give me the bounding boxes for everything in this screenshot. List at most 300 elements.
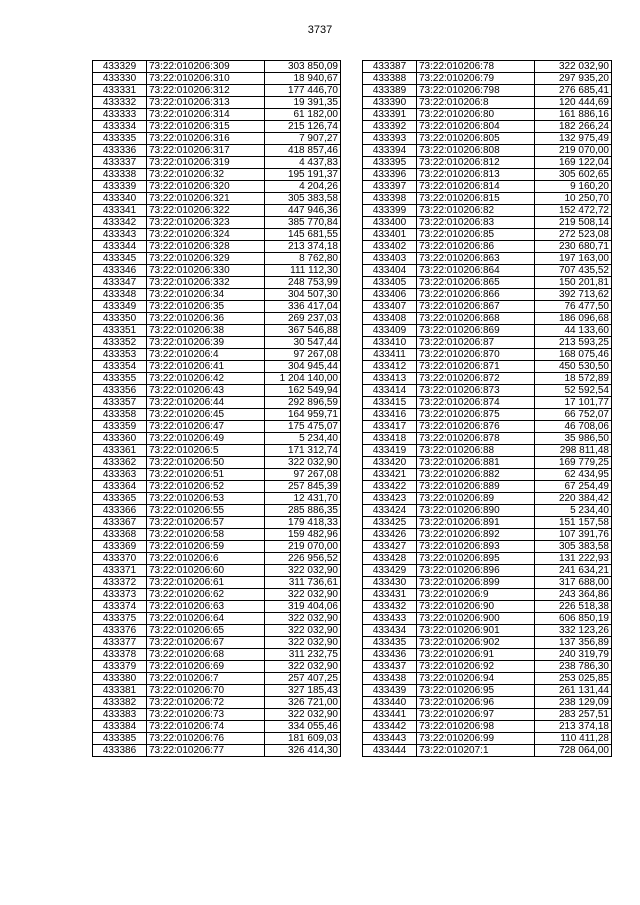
row-id-cell: 433333 [93,109,147,121]
cadastral-number-cell: 73:22:010206:87 [417,337,535,349]
table-row [363,445,612,457]
row-id-cell: 433344 [93,241,147,253]
registry-table-right [362,60,612,757]
value-cell: 304 507,30 [265,289,341,301]
row-id-cell: 433343 [93,229,147,241]
row-id-cell: 433430 [363,577,417,589]
row-id-cell: 433394 [363,145,417,157]
cadastral-number-cell: 73:22:010206:51 [147,469,265,481]
row-id-cell: 433375 [93,613,147,625]
value-cell: 12 431,70 [265,493,341,505]
table-row [363,289,612,301]
table-row [363,649,612,661]
value-cell: 322 032,90 [535,61,612,73]
value-cell: 213 374,18 [265,241,341,253]
cadastral-number-cell: 73:22:010206:47 [147,421,265,433]
table-row [93,61,341,73]
cadastral-number-cell: 73:22:010206:332 [147,277,265,289]
value-cell: 226 956,52 [265,553,341,565]
value-cell: 450 530,50 [535,361,612,373]
table-row [93,469,341,481]
value-cell: 159 482,96 [265,529,341,541]
row-id-cell: 433444 [363,745,417,757]
row-id-cell: 433438 [363,673,417,685]
table-row [363,553,612,565]
value-cell: 322 032,90 [265,589,341,601]
cadastral-number-cell: 73:22:010206:64 [147,613,265,625]
table-row [93,721,341,733]
table-row [363,685,612,697]
value-cell: 219 508,14 [535,217,612,229]
value-cell: 418 857,46 [265,145,341,157]
row-id-cell: 433332 [93,97,147,109]
value-cell: 169 122,04 [535,157,612,169]
value-cell: 285 886,35 [265,505,341,517]
value-cell: 322 032,90 [265,613,341,625]
value-cell: 10 250,70 [535,193,612,205]
cadastral-number-cell: 73:22:010206:80 [417,109,535,121]
cadastral-number-cell: 73:22:010206:322 [147,205,265,217]
value-cell: 305 602,65 [535,169,612,181]
row-id-cell: 433351 [93,325,147,337]
row-id-cell: 433353 [93,349,147,361]
cadastral-number-cell: 73:22:010206:72 [147,697,265,709]
cadastral-number-cell: 73:22:010206:97 [417,709,535,721]
table-row [93,517,341,529]
row-id-cell: 433413 [363,373,417,385]
value-cell: 18 572,89 [535,373,612,385]
value-cell: 226 518,38 [535,601,612,613]
cadastral-number-cell: 73:22:010206:49 [147,433,265,445]
table-row [363,217,612,229]
table-row [363,733,612,745]
table-row [93,613,341,625]
table-row [93,433,341,445]
row-id-cell: 433371 [93,565,147,577]
value-cell: 67 254,49 [535,481,612,493]
table-row [363,481,612,493]
row-id-cell: 433359 [93,421,147,433]
table-row [93,397,341,409]
row-id-cell: 433331 [93,85,147,97]
table-row [363,361,612,373]
row-id-cell: 433402 [363,241,417,253]
value-cell: 230 680,71 [535,241,612,253]
value-cell: 248 753,99 [265,277,341,289]
row-id-cell: 433415 [363,397,417,409]
table-row [93,301,341,313]
value-cell: 97 267,08 [265,469,341,481]
cadastral-number-cell: 73:22:010206:798 [417,85,535,97]
cadastral-number-cell: 73:22:010206:65 [147,625,265,637]
row-id-cell: 433409 [363,325,417,337]
value-cell: 61 182,00 [265,109,341,121]
table-row [93,733,341,745]
value-cell: 243 364,86 [535,589,612,601]
table-row [363,253,612,265]
cadastral-number-cell: 73:22:010206:313 [147,97,265,109]
row-id-cell: 433330 [93,73,147,85]
cadastral-number-cell: 73:22:010206:9 [417,589,535,601]
table-row [363,601,612,613]
cadastral-number-cell: 73:22:010207:1 [417,745,535,757]
cadastral-number-cell: 73:22:010206:815 [417,193,535,205]
table-row [363,433,612,445]
table-row [93,637,341,649]
cadastral-number-cell: 73:22:010206:34 [147,289,265,301]
value-cell: 283 257,51 [535,709,612,721]
row-id-cell: 433365 [93,493,147,505]
value-cell: 305 383,58 [535,541,612,553]
row-id-cell: 433379 [93,661,147,673]
table-row [93,625,341,637]
row-id-cell: 433347 [93,277,147,289]
cadastral-number-cell: 73:22:010206:812 [417,157,535,169]
cadastral-number-cell: 73:22:010206:98 [417,721,535,733]
cadastral-number-cell: 73:22:010206:309 [147,61,265,73]
row-id-cell: 433418 [363,433,417,445]
table-row [363,697,612,709]
cadastral-number-cell: 73:22:010206:69 [147,661,265,673]
table-row [363,589,612,601]
value-cell: 111 112,30 [265,265,341,277]
cadastral-number-cell: 73:22:010206:43 [147,385,265,397]
row-id-cell: 433339 [93,181,147,193]
cadastral-number-cell: 73:22:010206:92 [417,661,535,673]
row-id-cell: 433366 [93,505,147,517]
cadastral-number-cell: 73:22:010206:6 [147,553,265,565]
table-row [363,409,612,421]
cadastral-number-cell: 73:22:010206:42 [147,373,265,385]
table-row [93,385,341,397]
value-cell: 253 025,85 [535,673,612,685]
value-cell: 66 752,07 [535,409,612,421]
row-id-cell: 433398 [363,193,417,205]
cadastral-number-cell: 73:22:010206:813 [417,169,535,181]
cadastral-number-cell: 73:22:010206:882 [417,469,535,481]
cadastral-number-cell: 73:22:010206:62 [147,589,265,601]
cadastral-number-cell: 73:22:010206:90 [417,601,535,613]
cadastral-number-cell: 73:22:010206:79 [417,73,535,85]
cadastral-number-cell: 73:22:010206:38 [147,325,265,337]
table-row [363,709,612,721]
cadastral-number-cell: 73:22:010206:82 [417,205,535,217]
table-row [363,421,612,433]
row-id-cell: 433369 [93,541,147,553]
row-id-cell: 433426 [363,529,417,541]
table-row [363,97,612,109]
table-row [93,685,341,697]
row-id-cell: 433392 [363,121,417,133]
table-row [363,181,612,193]
table-row [363,157,612,169]
row-id-cell: 433391 [363,109,417,121]
value-cell: 52 592,54 [535,385,612,397]
value-cell: 137 356,89 [535,637,612,649]
value-cell: 261 131,44 [535,685,612,697]
row-id-cell: 433443 [363,733,417,745]
value-cell: 182 266,24 [535,121,612,133]
cadastral-number-cell: 73:22:010206:52 [147,481,265,493]
row-id-cell: 433432 [363,601,417,613]
value-cell: 164 959,71 [265,409,341,421]
table-row [93,85,341,97]
table-row [363,229,612,241]
row-id-cell: 433354 [93,361,147,373]
value-cell: 220 384,42 [535,493,612,505]
table-row [93,373,341,385]
value-cell: 322 032,90 [265,709,341,721]
cadastral-number-cell: 73:22:010206:319 [147,157,265,169]
cadastral-number-cell: 73:22:010206:871 [417,361,535,373]
value-cell: 44 133,60 [535,325,612,337]
row-id-cell: 433352 [93,337,147,349]
value-cell: 326 414,30 [265,745,341,757]
cadastral-number-cell: 73:22:010206:35 [147,301,265,313]
value-cell: 110 411,28 [535,733,612,745]
value-cell: 213 374,18 [535,721,612,733]
cadastral-number-cell: 73:22:010206:866 [417,289,535,301]
cadastral-number-cell: 73:22:010206:7 [147,673,265,685]
value-cell: 151 157,58 [535,517,612,529]
row-id-cell: 433420 [363,457,417,469]
table-row [93,673,341,685]
row-id-cell: 433431 [363,589,417,601]
cadastral-number-cell: 73:22:010206:53 [147,493,265,505]
row-id-cell: 433337 [93,157,147,169]
table-row [93,661,341,673]
table-row [363,73,612,85]
cadastral-number-cell: 73:22:010206:874 [417,397,535,409]
table-row [363,565,612,577]
cadastral-number-cell: 73:22:010206:39 [147,337,265,349]
row-id-cell: 433341 [93,205,147,217]
row-id-cell: 433356 [93,385,147,397]
cadastral-number-cell: 73:22:010206:55 [147,505,265,517]
table-row [93,457,341,469]
value-cell: 298 811,48 [535,445,612,457]
cadastral-number-cell: 73:22:010206:876 [417,421,535,433]
table-row [93,421,341,433]
cadastral-number-cell: 73:22:010206:330 [147,265,265,277]
cadastral-number-cell: 73:22:010206:310 [147,73,265,85]
table-row [363,637,612,649]
value-cell: 17 101,77 [535,397,612,409]
value-cell: 8 762,80 [265,253,341,265]
value-cell: 303 850,09 [265,61,341,73]
table-row [363,661,612,673]
row-id-cell: 433363 [93,469,147,481]
value-cell: 4 437,83 [265,157,341,169]
value-cell: 238 129,09 [535,697,612,709]
cadastral-number-cell: 73:22:010206:899 [417,577,535,589]
table-row [363,61,612,73]
value-cell: 181 609,03 [265,733,341,745]
cadastral-number-cell: 73:22:010206:873 [417,385,535,397]
row-id-cell: 433361 [93,445,147,457]
row-id-cell: 433381 [93,685,147,697]
value-cell: 35 986,50 [535,433,612,445]
cadastral-number-cell: 73:22:010206:4 [147,349,265,361]
value-cell: 327 185,43 [265,685,341,697]
row-id-cell: 433399 [363,205,417,217]
table-row [93,121,341,133]
row-id-cell: 433334 [93,121,147,133]
registry-table-left [92,60,341,757]
cadastral-number-cell: 73:22:010206:59 [147,541,265,553]
value-cell: 447 946,36 [265,205,341,217]
row-id-cell: 433417 [363,421,417,433]
value-cell: 76 477,50 [535,301,612,313]
value-cell: 728 064,00 [535,745,612,757]
row-id-cell: 433395 [363,157,417,169]
cadastral-number-cell: 73:22:010206:893 [417,541,535,553]
cadastral-number-cell: 73:22:010206:875 [417,409,535,421]
table-row [363,277,612,289]
table-row [363,745,612,757]
cadastral-number-cell: 73:22:010206:896 [417,565,535,577]
value-cell: 322 032,90 [265,637,341,649]
row-id-cell: 433374 [93,601,147,613]
value-cell: 707 435,52 [535,265,612,277]
cadastral-number-cell: 73:22:010206:96 [417,697,535,709]
table-row [93,193,341,205]
table-row [93,277,341,289]
table-row [93,709,341,721]
table-row [363,673,612,685]
cadastral-number-cell: 73:22:010206:86 [417,241,535,253]
cadastral-number-cell: 73:22:010206:85 [417,229,535,241]
table-row [363,313,612,325]
row-id-cell: 433425 [363,517,417,529]
cadastral-number-cell: 73:22:010206:77 [147,745,265,757]
value-cell: 30 547,44 [265,337,341,349]
value-cell: 197 163,00 [535,253,612,265]
cadastral-number-cell: 73:22:010206:50 [147,457,265,469]
row-id-cell: 433342 [93,217,147,229]
cadastral-number-cell: 73:22:010206:95 [417,685,535,697]
cadastral-number-cell: 73:22:010206:312 [147,85,265,97]
value-cell: 4 204,26 [265,181,341,193]
table-row [93,541,341,553]
table-row [363,505,612,517]
value-cell: 322 032,90 [265,625,341,637]
cadastral-number-cell: 73:22:010206:323 [147,217,265,229]
row-id-cell: 433442 [363,721,417,733]
row-id-cell: 433424 [363,505,417,517]
row-id-cell: 433412 [363,361,417,373]
table-row [93,109,341,121]
table-row [93,217,341,229]
table-row [93,241,341,253]
page-number: 3737 [307,24,333,36]
value-cell: 219 070,00 [265,541,341,553]
value-cell: 219 070,00 [535,145,612,157]
cadastral-number-cell: 73:22:010206:8 [417,97,535,109]
value-cell: 46 708,06 [535,421,612,433]
value-cell: 175 475,07 [265,421,341,433]
table-row [363,145,612,157]
table-row [93,325,341,337]
value-cell: 392 713,62 [535,289,612,301]
cadastral-number-cell: 73:22:010206:805 [417,133,535,145]
value-cell: 322 032,90 [265,457,341,469]
row-id-cell: 433440 [363,697,417,709]
row-id-cell: 433397 [363,181,417,193]
row-id-cell: 433422 [363,481,417,493]
table-row [363,397,612,409]
value-cell: 19 391,35 [265,97,341,109]
value-cell: 317 688,00 [535,577,612,589]
cadastral-number-cell: 73:22:010206:870 [417,349,535,361]
row-id-cell: 433437 [363,661,417,673]
value-cell: 326 721,00 [265,697,341,709]
table-row [93,349,341,361]
table-row [363,337,612,349]
table-row [363,133,612,145]
value-cell: 186 096,68 [535,313,612,325]
row-id-cell: 433368 [93,529,147,541]
table-row [363,385,612,397]
cadastral-number-cell: 73:22:010206:89 [417,493,535,505]
cadastral-number-cell: 73:22:010206:889 [417,481,535,493]
row-id-cell: 433406 [363,289,417,301]
value-cell: 152 472,72 [535,205,612,217]
table-row [93,97,341,109]
cadastral-number-cell: 73:22:010206:878 [417,433,535,445]
row-id-cell: 433439 [363,685,417,697]
row-id-cell: 433349 [93,301,147,313]
cadastral-number-cell: 73:22:010206:61 [147,577,265,589]
table-row [363,469,612,481]
table-row [93,505,341,517]
row-id-cell: 433388 [363,73,417,85]
cadastral-number-cell: 73:22:010206:74 [147,721,265,733]
cadastral-number-cell: 73:22:010206:41 [147,361,265,373]
row-id-cell: 433335 [93,133,147,145]
cadastral-number-cell: 73:22:010206:320 [147,181,265,193]
row-id-cell: 433382 [93,697,147,709]
table-row [363,109,612,121]
cadastral-number-cell: 73:22:010206:94 [417,673,535,685]
cadastral-number-cell: 73:22:010206:78 [417,61,535,73]
row-id-cell: 433387 [363,61,417,73]
row-id-cell: 433414 [363,385,417,397]
row-id-cell: 433390 [363,97,417,109]
row-id-cell: 433346 [93,265,147,277]
cadastral-number-cell: 73:22:010206:892 [417,529,535,541]
row-id-cell: 433433 [363,613,417,625]
table-row [93,601,341,613]
table-row [93,181,341,193]
cadastral-number-cell: 73:22:010206:890 [417,505,535,517]
row-id-cell: 433338 [93,169,147,181]
row-id-cell: 433357 [93,397,147,409]
value-cell: 238 786,30 [535,661,612,673]
row-id-cell: 433386 [93,745,147,757]
cadastral-number-cell: 73:22:010206:5 [147,445,265,457]
value-cell: 292 896,59 [265,397,341,409]
row-id-cell: 433393 [363,133,417,145]
table-row [93,145,341,157]
row-id-cell: 433434 [363,625,417,637]
cadastral-number-cell: 73:22:010206:314 [147,109,265,121]
table-row [363,205,612,217]
row-id-cell: 433428 [363,553,417,565]
value-cell: 276 685,41 [535,85,612,97]
row-id-cell: 433364 [93,481,147,493]
row-id-cell: 433360 [93,433,147,445]
